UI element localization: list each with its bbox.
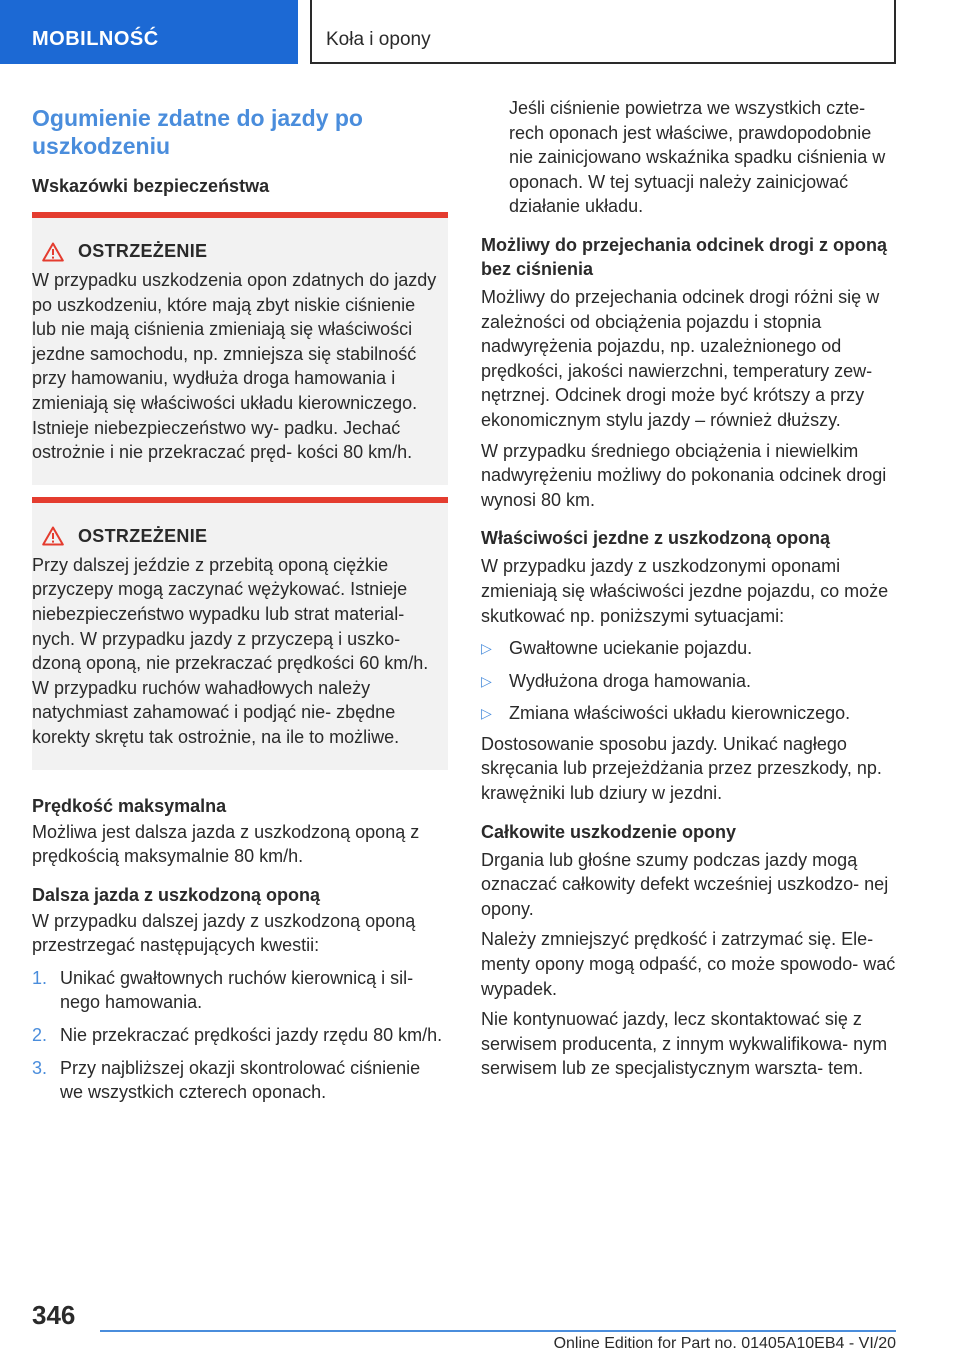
header-section-tab <box>0 0 298 64</box>
damage-heading: Całkowite uszkodzenie opony <box>481 821 737 842</box>
list-item <box>32 1023 448 1048</box>
continue-heading: Dalsza jazda z uszkodzoną oponą <box>32 884 321 905</box>
range-text-1: Możliwy do przejechania odcinek drogi różni się w zależności od obciążenia pojazdu i stopnia nadwyrężenia pojazdu, np. uzależnionego od prędkości, jakości nawierzchni, temperatury zew- nętrznej. Odcinek drogi może być krótszy a przy ekonomicznym stylu jazdy – również dłuższy. <box>481 286 880 430</box>
damage-text-1: Drgania lub głośne szumy podczas jazdy mogą oznaczać całkowity defekt wcześniej uszkodzo- nej opony. <box>481 849 889 919</box>
handling-item: Gwałtowne uciekanie pojazdu. <box>509 638 753 659</box>
handling-list <box>481 636 899 726</box>
continued-step-text: Jeśli ciśnienie powietrza we wszystkich czte- rech oponach jest właściwe, prawdopodobnie nie zainicjowano wskaźnika spadku ciśnienia w oponach. W tej sytuacji należy zainicjować działanie układu. <box>509 98 886 217</box>
header-chapter-box <box>310 0 896 64</box>
page-number: 346 <box>32 1300 76 1330</box>
list-item <box>481 669 899 694</box>
section-title: MOBILNOŚĆ <box>32 28 159 50</box>
damage-text-2: Należy zmniejszyć prędkość i zatrzymać się. Ele- menty opony mogą odpaść, co może spowodo- wać wypadek. <box>481 929 896 999</box>
warning-triangle-icon <box>42 526 64 546</box>
handling-heading: Właściwości jezdne z uszkodzoną oponą <box>481 528 831 549</box>
max-speed-heading: Prędkość maksymalna <box>32 795 227 816</box>
warning-header-1 <box>42 241 438 262</box>
warning-text-2: Przy dalszej jeździe z przebitą oponą ciężkie przyczepy mogą zaczynać wężykować. Istnieje niebezpieczeństwo wypadku lub strat material- nych. W przypadku jazdy z przyczepą i uszko- dzoną oponą, nie przekraczać prędkości 60 km/h. W przypadku ruchów wahadłowych należy natychmiast zahamować i podjąć nie- zbędne korekty skrętu tak ostrożnie, na ile to możliwe. <box>32 554 429 747</box>
step-text: Przy najbliższej okazji skontrolować ciśnienie we wszystkich czterech oponach. <box>60 1057 421 1103</box>
warning-triangle-icon <box>42 242 64 262</box>
warning-title-1: OSTRZEŻENIE <box>78 241 208 261</box>
warning-box-1 <box>32 212 448 485</box>
handling-text-2: Dostosowanie sposobu jazdy. Unikać nagłego skręcania lub przejeżdżania przez przeszkody, np. krawężniki lub dziury w jezdni. <box>481 733 882 804</box>
step-number: 2. <box>32 1025 48 1046</box>
triangle-bullet-icon: ▷ <box>481 672 492 689</box>
handling-item: Wydłużona droga hamowania. <box>509 670 751 691</box>
damage-text-3: Nie kontynuować jazdy, lecz skontaktować się z serwisem producenta, z innym wykwalifikowa- nym serwisem lub ze specjalistycznym warszta- tem. <box>481 1009 888 1079</box>
warning-header-2 <box>42 526 438 547</box>
list-item <box>481 701 899 726</box>
right-column <box>481 96 899 1081</box>
triangle-bullet-icon: ▷ <box>481 640 492 657</box>
safety-heading: Wskazówki bezpieczeństwa <box>32 176 270 196</box>
step-text: Unikać gwałtownych ruchów kierownicą i sil- nego hamowania. <box>60 967 414 1013</box>
continue-text: W przypadku dalszej jazdy z uszkodzoną oponą przestrzegać następujących kwestii: <box>32 910 416 956</box>
step-text: Nie przekraczać prędkości jazdy rzędu 80 km/h. <box>60 1025 443 1046</box>
handling-text: W przypadku jazdy z uszkodzonymi oponami zmieniają się właściwości jezdne pojazdu, co może skutkować np. poniższymi sytuacjami: <box>481 556 889 626</box>
left-column <box>32 100 448 1105</box>
range-text-2: W przypadku średniego obciążenia i niewielkim nadwyrężeniu możliwy do pokonania odcinek drogi wynosi 80 km. <box>481 440 887 510</box>
footer-divider <box>100 1330 896 1332</box>
warning-text-1: W przypadku uszkodzenia opon zdatnych do jazdy po uszkodzeniu, które mają zbyt niskie ciśnienie lub nie mają ciśnienia zmieniają się właściwości jezdne samochodu, np. zmniejsza się stabilność przy hamowaniu, wydłuża droga hamowania i zmieniają się właściwości układu kierowniczego. Istnieje niebezpieczeństwo wy- padku. Jechać ostrożnie i nie przekraczać pręd- kości 80 km/h. <box>32 270 437 463</box>
warning-box-2 <box>32 497 448 770</box>
steps-list <box>32 966 448 1105</box>
edition-text: Online Edition for Part no. 01405A10EB4 - VI/20 <box>553 1335 896 1352</box>
triangle-bullet-icon: ▷ <box>481 705 492 722</box>
range-heading: Możliwy do przejechania odcinek drogi z oponą bez ciśnienia <box>481 234 888 279</box>
page-title: Ogumienie zdatne do jazdy po uszkodzeniu <box>32 105 363 159</box>
max-speed-text: Możliwa jest dalsza jazda z uszkodzoną oponą z prędkością maksymalnie 80 km/h. <box>32 821 420 867</box>
handling-item: Zmiana właściwości układu kierowniczego. <box>509 703 851 724</box>
step-number: 3. <box>32 1057 48 1078</box>
step-number: 1. <box>32 967 48 988</box>
list-item <box>32 966 448 1015</box>
list-item <box>32 1056 448 1105</box>
warning-title-2: OSTRZEŻENIE <box>78 525 208 546</box>
chapter-title: Koła i opony <box>326 29 431 50</box>
list-item <box>481 636 899 661</box>
